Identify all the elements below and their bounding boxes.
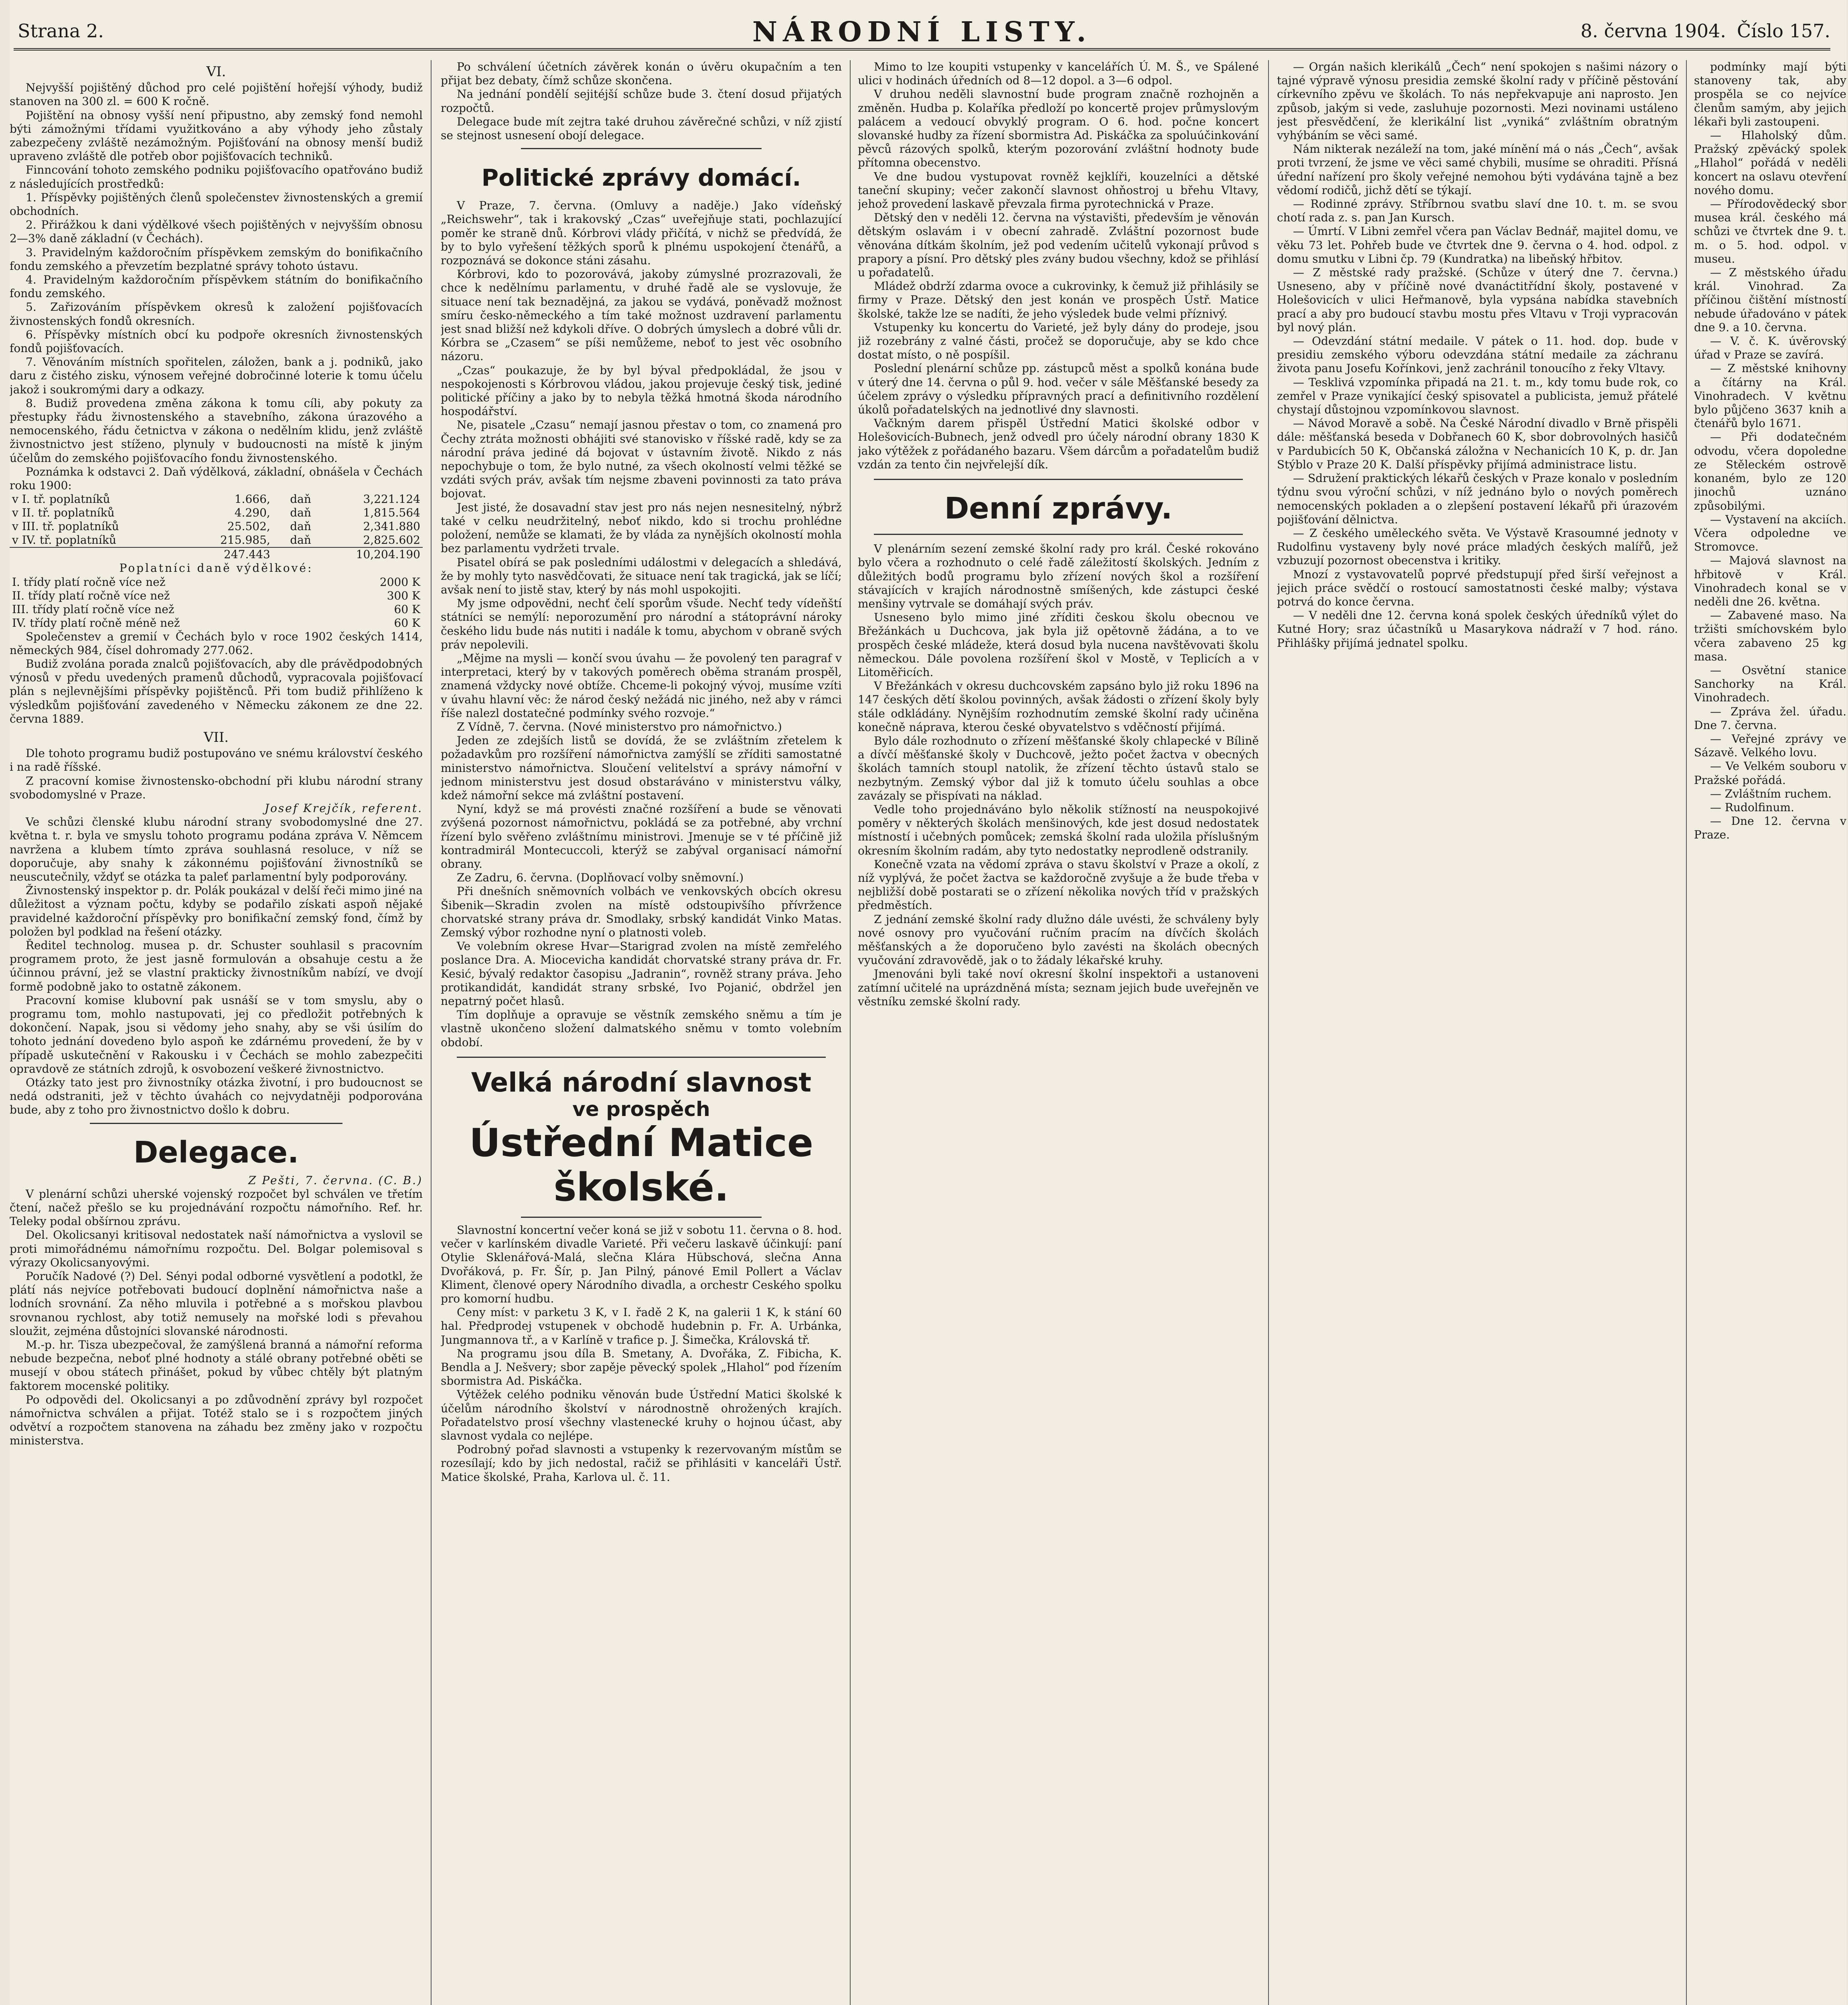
- section-vii-heading: VII.: [203, 729, 229, 745]
- festival-title: [441, 1067, 842, 1209]
- paragraph: Budiž zvolána porada znalců pojišťovacích, aby dle právědpodobných výnosů v předu uvedených pramenů důchodů, vypracovala pojišťovací plán s nejlevnějšími příspěvky pojištěnců. Při tom budiž přihlíženo k výsledkům pojišťování zavedeného v Německu zákonem ze dne 22. června 1889.: [10, 657, 423, 725]
- paragraph: „Mějme na mysli — končí svou úvahu — že povolený ten paragraf v interpretaci, který by v takových poměrech oběma stranám prospěl, znamená vždycky nové obtíže. Chceme-li pokojný vývoj, musíme vzíti v úvahu hlavní věc: že národ český nežádá nic jiného, než aby v rámci říše nalezl dostatečné podmínky svého rozvoje.“: [441, 651, 842, 720]
- paragraph: Poznámka k odstavci 2. Daň výdělková, základní, obnášela v Čechách roku 1900:: [10, 465, 423, 492]
- paragraph: Konečně vzata na vědomí zpráva o stavu školství v Praze a okolí, z níž vyplývá, že počet žactva se každoročně zvyšuje a že bude třeba v nejbližší době postarati se o zřízení několika nových tříd v pražských předměstích.: [858, 857, 1259, 912]
- paragraph: — Veřejné zprávy ve Sázavě. Velkého lovu.: [1694, 732, 1846, 759]
- paragraph: — Tesklivá vzpomínka připadá na 21. t. m., kdy tomu bude rok, co zemřel v Praze vynikající český spisovatel a publicista, jemuž přátelé chystají důstojnou vzpomínkovou slavnost.: [1277, 375, 1678, 417]
- paragraph: V plenárním sezení zemské školní rady pro král. České rokováno bylo včera a rozhodnuto o celé řadě záležitostí školských. Jedním z důležitých bodů programu bylo zřízení nových škol a rozšíření stávajících v krajích národnostně smíšených, kde zástupci české menšiny vytrvale se domáhají svých práv.: [858, 542, 1259, 610]
- table-cell: v III. tř. poplatníků: [12, 520, 119, 533]
- paragraph: — V. č. K. úvěrovský úřad v Praze se zavírá.: [1694, 334, 1846, 362]
- paragraph: Nyní, když se má provésti značné rozšíření a bude se věnovati zvýšená pozornost námořnictvu, pokládá se za potřebné, aby vrchní řízení bylo svěřeno zvláštnímu ministrovi. Jmenuje se v té příčině již kontradmirál Montecuccoli, kterýž se zabýval organisací námořní obrany.: [441, 802, 842, 871]
- table-cell: 2000 K: [379, 575, 420, 589]
- paragraph: Při dnešních sněmovních volbách ve venkovských obcích okresu Šibenik—Skradin zvolen na místě odstoupivšího přívržence chorvatské strany práva dr. Smodlaky, srbský kandidát Vinko Matas. Zemský výbor rozhodne nyní o platnosti voleb.: [441, 885, 842, 939]
- paragraph: M.-p. hr. Tisza ubezpečoval, že zamýšlená branná a námořní reforma nebude bezpečna, neboť plné hodnoty a stálé obrany potřebné oběti se musejí v obou státech přinášet, pokud by vůbec chtěly být platným faktorem mocenské politiky.: [10, 1338, 423, 1393]
- paragraph: Poslední plenární schůze pp. zástupců měst a spolků konána bude v úterý dne 14. června o půl 9. hod. večer v sále Měšťanské besedy za účelem zprávy o výsledku přípravných prací a definitivního rozdělení úkolů pořadatelských na jednotlivé dny slavnosti.: [858, 362, 1259, 417]
- paragraph: Delegace bude mít zejtra také druhou závěrečné schůzi, v níž zjistí se stejnost usnesení obojí delegace.: [441, 115, 842, 142]
- paragraph: — Orgán našich klerikálů „Čech“ není spokojen s našimi názory o tajné výpravě výnosu presidia zemské školní rady v příčině pěstování církevního zpěvu ve školách. To nás nepřekvapuje ani naprosto. Jen způsob, jakým si vede, zasluhuje pozornosti. Mezi novinami ustáleno jest přesvědčení, že klerikální list „vyniká“ zvláštním obratným vyhýbáním se věci samé.: [1277, 60, 1678, 142]
- table-cell: 4.290,: [234, 506, 270, 520]
- table-row: [10, 603, 423, 616]
- divider: [521, 148, 762, 149]
- paragraph: Dětský den v neděli 12. června na výstavišti, především je věnován dětským oslavám i v obecní zahradě. Zvláštní pozornost bude věnována dítkám školním, jež pod vedením učitelů vykonají průvod s prapory a písní. Pro dětský ples zvány budou všechny, kdož se přihlásí u pořadatelů.: [858, 211, 1259, 279]
- paragraph: Pisatel obírá se pak posledními událostmi v delegacích a shledává, že by mohly tyto nasvědčovati, že situace není tak tragická, jak se líčí; avšak není to jistě stav, který by nás mohl uspokojiti.: [441, 555, 842, 596]
- paragraph: Ceny míst: v parketu 3 K, v I. řadě 2 K, na galerii 1 K, k stání 60 hal. Předprodej vstupenek v obchodě hudebnin p. Fr. A. Urbánka, Jungmannova tř., a v Karlíně v trafice p. J. Šimečka, Královská tř.: [441, 1306, 842, 1347]
- paragraph: Jest jisté, že dosavadní stav jest pro nás nejen nesnesitelný, nýbrž také v celku neudržitelný, neboť nikdo, kdo si trochu prohlédne položení, nemůže se klamati, že by vláda za nynějších okolností mohla bez parlamentu vydržeti trvale.: [441, 500, 842, 555]
- paragraph: Vstupenky ku koncertu do Varieté, jež byly dány do prodeje, jsou již rozebrány z valné části, pročež se doporučuje, aby se kdo chce dostat místo, o ně pospíšil.: [858, 320, 1259, 362]
- festival-title-line-1: Velká národní slavnost: [471, 1067, 812, 1098]
- table-cell: daň: [290, 520, 311, 533]
- table-total-row: [10, 547, 423, 561]
- paragraph: Pracovní komise klubovní pak usnáší se v tom smyslu, aby o programu tom, mohlo nastupovati, jej co předložit potřebných k dokončení. Napak, jsou si vědomy jeho snahy, aby se vši úsilím do tohoto jednání dovedeno bylo aspoň ke zdárnému provedení, že by v případě uskutečnění v Rakousku i v Čechách se mohlo zabezpečiti opravdově ze státních zdrojů, k osvobození veškeré živnostnictvo.: [10, 993, 423, 1075]
- paragraph: V Praze, 7. června. (Omluvy a naděje.) Jako vídeňský „Reichswehr“, tak i krakovský „Czas“ uveřejňuje stati, pochlazující poměr ke straně dnů. Kórbrovi vlády přičítá, v nichž se předvídá, že by to bylo vyřešení těžkých sporů k plnému uspokojení čtenářů, a rozpoznává se dokonce stáni zásahu.: [441, 199, 842, 267]
- table-row: [10, 616, 423, 630]
- paragraph: — Z městské rady pražské. (Schůze v úterý dne 7. června.) Usneseno, aby v příčině nové dvanáctitřídní školy, postavené v Holešovicích v ulici Heřmanově, byla vypsána nabídka stavebních prací a aby pro budoucí stavbu mostu přes Vltavu v Troji vypracován byl nový plán.: [1277, 266, 1678, 334]
- paragraph: Ne, pisatele „Czasu“ nemají jasnou přestav o tom, co znamená pro Čechy ztráta možnosti obhájiti své stanovisko v říšské radě, kdy se za národní práva jediné dá bojovat v ústavním životě. Nikdo z nás nepochybuje o tom, že bylo nutné, za všech okolností velmi těžké se vzdáti svých práv, avšak tím nejsme zbaveni povinnosti za tato práva bojovat.: [441, 418, 842, 500]
- paragraph: Nám nikterak nezáleží na tom, jaké mínění má o nás „Čech“, avšak proti tvrzení, že jsme ve věci samé chybili, musíme se ohraditi. Přísná úřední nařízení pro školy veřejné nemohou býti vydávána tajně a bez vědomí rodičů, jichž dětí se týkají.: [1277, 142, 1678, 197]
- column-rule: [850, 60, 851, 2005]
- paragraph: podmínky mají býti stanoveny tak, aby prospěla se co nejvíce členům samým, aby jejich lékaři byli zastoupeni.: [1694, 60, 1846, 128]
- paragraph: Usneseno bylo mimo jiné zříditi českou školu obecnou ve Břežánkách u Duchcova, jak byla již opětovně žádána, a to ve prospěch české mládeže, která dosud byla nucena navštěvovati školu německou. Dále povolena rozšíření škol v Mostě, v Teplicích a v Litoměřicích.: [858, 611, 1259, 679]
- list-item: 5. Zařizováním příspěvkem okresů k založení pojišťovacích živnostenských fondů okresních.: [10, 300, 423, 328]
- paragraph: Ve schůzi členské klubu národní strany svobodomyslné dne 27. května t. r. byla ve smyslu tohoto programu podána zpráva V. Němcem navržena a klubem tímto zpráva souhlasná resoluce, v níž se doporučuje, aby snahy k zákonnému pojišťování živnostníků se neuscutečnily, vždyť se otázka ta paleť parlamentní byly podporovány.: [10, 815, 423, 883]
- table-cell: II. třídy platí ročně více než: [12, 589, 170, 602]
- table-cell: III. třídy platí ročně více než: [12, 602, 174, 616]
- paragraph: Mnozí z vystavovatelů poprvé předstupují před širší veřejnost a jejich práce svědčí o rostoucí samostatnosti české malby; výstava potrvá do konce června.: [1277, 567, 1678, 608]
- table-cell: [273, 547, 314, 561]
- table-cell: 3,221.124: [363, 492, 420, 506]
- paragraph: — Úmrtí. V Libni zemřel včera pan Václav Bednář, majitel domu, ve věku 73 let. Pohřeb bude ve čtvrtek dne 9. června o 4. hod. odpol. z domu smutku v Libni čp. 79 (Kundratka) na libeňský hřbitov.: [1277, 225, 1678, 265]
- paragraph: Bylo dále rozhodnuto o zřízení měšťanské školy chlapecké v Bílině a dívčí měšťanské školy v Duchcově, ježto počet žactva v obecných školách tamních stoupl natolik, že zřízení těchto ústavů stalo se nezbytným. Zemský výbor dal již k tomuto účelu souhlas a obce zavázaly se přispívati na náklad.: [858, 734, 1259, 802]
- newspaper-title: NÁRODNÍ LISTY.: [752, 16, 1092, 48]
- table-cell: 25.502,: [227, 520, 270, 533]
- page-label: Strana 2.: [18, 20, 104, 42]
- dateline: Ze Zadru, 6. června. (Doplňovací volby sněmovní.): [457, 871, 744, 885]
- paragraph: My jsme odpovědni, nechť čelí sporům všude. Nechť tedy vídeňští státníci se nemýlí: neporozumění pro národní a státoprávní nároky českého lidu bude nás nutiti i nadále k tomu, abychom v obraně svých práv nepolevili.: [441, 597, 842, 651]
- table-cell: 60 K: [394, 616, 420, 630]
- festival-title-line-3: Ústřední Matice školské.: [469, 1120, 813, 1210]
- table-cell: v IV. tř. poplatníků: [12, 533, 116, 547]
- section-vi-heading: VI.: [206, 64, 226, 80]
- divider: [874, 479, 1243, 480]
- festival-title-line-2: ve prospěch: [572, 1097, 710, 1121]
- politics-heading: Politické zprávy domácí.: [481, 164, 801, 192]
- paragraph: Del. Okolicsanyi kritisoval nedostatek naší námořnictva a vyslovil se proti mimořádnému námořnímu rozpočtu. Del. Bolgar polemisoval s výrazy Okolicsanyovými.: [10, 1228, 423, 1269]
- paragraph: „Czas“ poukazuje, že by byl býval předpokládal, že jsou v nespokojenosti s Kórbrovou vládou, jakou projevuje český tisk, jediné politické příčiny a jako by to nebyla těžká hmotná škoda národního hospodářství.: [441, 363, 842, 418]
- table-cell: daň: [290, 506, 311, 520]
- table-cell: 60 K: [394, 602, 420, 616]
- paragraph: Slavnostní koncertní večer koná se již v sobotu 11. června o 8. hod. večer v karlínském divadle Varieté. Při večeru laskavě účinkují: paní Otylie Sklenářová-Malá, slečna Klára Hübschová, slečna Anna Dvořáková, p. Fr. Šír, p. Jan Pilný, pánové Emil Pollert a Václav Kliment, členové opery Národního divadla, a orchestr Ceského spolku pro komorní hudbu.: [441, 1223, 842, 1305]
- column-rule: [1686, 60, 1687, 2005]
- column-5: [1694, 60, 1846, 2005]
- paragraph: Jmenováni byli také noví okresní školní inspektoři a ustanoveni zatímní učitelé na uprázdněná místa; seznam jejich bude uveřejněn ve věstníku zemské školní rady.: [858, 967, 1259, 1008]
- paragraph: Kórbrovi, kdo to pozorovává, jakoby zúmyslné prozrazovali, že chce k nedělnímu parlamentu, v druhé řadě ale se vyslovuje, že situace není tak beznadějná, za jakou se vydává, poněvadž možnost smíru česko-německého a tím také možnost uzdravení parlamentu jest snad bližší než kdykoli dříve. O dobrých úmyslech a dobré vůli dr. Kórbra se „Czasem“ se píši nemůžeme, neboť to jest věc osobního názoru.: [441, 267, 842, 363]
- paragraph: Po schválení účetních závěrek konán o úvěru okupačním a ten přijat bez debaty, čímž schůze skončena.: [441, 60, 842, 87]
- paragraph: V Břežánkách v okresu duchcovském zapsáno bylo již roku 1896 na 147 českých dětí školou povinných, avšak žádosti o zřízení školy byly stále odkládány. Nynějším rozhodnutím zemské školní rady učiněna konečně náprava, kterou české obyvatelstvo s vděčností přijímá.: [858, 679, 1259, 734]
- column-4: [1277, 60, 1678, 2005]
- divider: [521, 1217, 762, 1218]
- dateline: Z Vídně, 7. června. (Nové ministerstvo pro námořnictvo.): [457, 720, 782, 733]
- paragraph: Mládež obdrží zdarma ovoce a cukrovinky, k čemuž již přihlásily se firmy v Praze. Dětský den jest konán ve prospěch Ústř. Matice školské, takže lze se nadíti, že jeho výsledek bude velmi příznivý.: [858, 279, 1259, 320]
- divider: [90, 1123, 342, 1124]
- list-item: 2. Přirážkou k dani výdělkové všech pojištěných v nejvyšším obnosu 2—3% daně základní (v Čechách).: [10, 218, 423, 245]
- table-cell: v II. tř. poplatníků: [12, 506, 115, 520]
- masthead: [14, 16, 1830, 51]
- paragraph: — Zpráva žel. úřadu. Dne 7. června.: [1694, 705, 1846, 732]
- paragraph: Otázky tato jest pro živnostníky otázka životní, i pro budoucnost se nedá odstraniti, jež v těchto úvahách co nejvydatněji podporována bude, aby z toho pro živnostnictvo došlo k dobru.: [10, 1076, 423, 1117]
- divider: [457, 1057, 826, 1058]
- list-item: 8. Budiž provedena změna zákona k tomu cíli, aby pokuty za přestupky řádu živnostenského a stavebního, zákona úrazového a nemocenského, řádu četnictva v zákona o nedělním klidu, jenž zvláště živnostnictvo jest stíženo, plynuly v budoucnosti na místě k jiným účelům do zemského pojišťovacího fondu živnostenského.: [10, 396, 423, 465]
- paragraph: Společenstev a gremií v Čechách bylo v roce 1902 českých 1414, německých 984, čísel dohromady 277.062.: [10, 630, 423, 657]
- paragraph: — Rodinné zprávy. Stříbrnou svatbu slaví dne 10. t. m. se svou chotí rada z. s. pan Jan Kursch.: [1277, 197, 1678, 225]
- table-row: [10, 520, 423, 533]
- paragraph: — Návod Moravě a sobě. Na České Národní divadlo v Brně přispěli dále: měšťanská beseda v Dobřanech 60 K, sbor dobrovolných hasičů v Pardubicích 50 K, Občanská záložna v Nechanicích 10 K, p. dr. Jan Stýblo v Praze 20 K. Další příspěvky přijímá administrace listu.: [1277, 417, 1678, 471]
- daily-news-heading: Denní zprávy.: [944, 491, 1173, 526]
- list-item: 6. Příspěvky místních obcí ku podpoře okresních živnostenských fondů pojišťovacích.: [10, 328, 423, 355]
- paragraph: — Při dodatečném odvodu, včera dopoledne ze Stěleckém ostrově konaném, bylo ze 120 jinochů uznáno způsobilými.: [1694, 430, 1846, 512]
- table-cell: [10, 547, 186, 561]
- table-cell: 1,815.564: [363, 506, 420, 520]
- paragraph: Z pracovní komise živnostensko-obchodní při klubu národní strany svobodomyslné v Praze.: [10, 774, 423, 801]
- table-cell: 215.985,: [220, 533, 270, 547]
- paragraph: — Přírodovědecký sbor musea král. českého má schůzi ve čtvrtek dne 9. t. m. o 5. hod. odpol. v museu.: [1694, 197, 1846, 265]
- list-item: 3. Pravidelným každoročním příspěvkem zemským do bonifikačního fondu zemského a převzetím bezplatné správy tohoto ústavu.: [10, 245, 423, 273]
- rates-title: Poplatníci daně výdělkové:: [119, 561, 313, 575]
- table-cell: 1.666,: [234, 492, 270, 506]
- paragraph: Poručík Nadové (?) Del. Sényi podal odborné vysvětlení a podotkl, že plátí nás nejvíce potřebovati budoucí doplnění námořnictva naše a lodních srovnání. Za něho mluvila i potřebné a s mořskou plavbou srovnanou rychlost, aby totiž nemusely na mořské lodi s převahou sloužit, zejména důstojníci slovanské národnosti.: [10, 1270, 423, 1338]
- table-cell: 247.443: [186, 547, 273, 561]
- table-cell: IV. třídy platí ročně méně než: [12, 616, 180, 630]
- table-cell: 2,825.602: [363, 533, 420, 547]
- table-row: [10, 492, 423, 506]
- table-cell: daň: [290, 533, 311, 547]
- table-row: [10, 589, 423, 603]
- paragraph: — Zabavené maso. Na tržišti smíchovském bylo včera zabaveno 25 kg masa.: [1694, 609, 1846, 663]
- table-cell: v I. tř. poplatníků: [12, 492, 110, 506]
- paragraph: — Sdružení praktických lékařů českých v Praze konalo v posledním týdnu svou výroční schůzi, v níž jednáno bylo o nových poměrech nemocenských pokladen a o zlepšení postavení lékařů při úrazovém pojišťování dělnictva.: [1277, 472, 1678, 526]
- paragraph: — Z městské knihovny a čítárny na Král. Vinohradech. V květnu bylo půjčeno 3637 knih a čtenářů bylo 1671.: [1694, 362, 1846, 430]
- paragraph: Tím doplňuje a opravuje se věstník zemského sněmu a tím je vlastně ukončeno složení dalmatského sněmu v tomto volebním období.: [441, 1008, 842, 1049]
- table-cell: 300 K: [387, 589, 420, 602]
- paragraph: Ve volebním okrese Hvar—Starigrad zvolen na místě zemřelého poslance Dra. A. Miocevicha kandidát chorvatské strany práva dr. Fr. Kesić, bývalý redaktor časopisu „Jadranin“, rovněž strany práva. Jeho protikandidát, kandidát strany srbské, Ivo Pojanić, obdržel jen nepatrný počet hlasů.: [441, 940, 842, 1008]
- rates-table: [10, 575, 423, 630]
- column-rule: [1268, 60, 1269, 2005]
- paragraph: Vačkným darem přispěl Ústřední Matici školské odbor v Holešovicích-Bubnech, jenž odvedl pro účely národní obrany 1830 K jako výtěžek z pořádaného bazaru. Všem dárcům a pořadatelům budiž vzdán za tento čin nejvřelejší dík.: [858, 417, 1259, 471]
- paragraph: Po odpovědi del. Okolicsanyi a po zdůvodnění zprávy byl rozpočet námořnictva schválen a přijat. Totéž stalo se i s rozpočtem jiných odvětví a rozpočtem stanovena na záhadu bez změny jako v rozpočtu ministerstva.: [10, 1393, 423, 1448]
- list-item: 7. Věnováním místních spořitelen, záložen, bank a j. podniků, jako daru z čistého zisku, výnosem veřejné dobročinné loterie k tomu účelu jakož i soukromými dary a odkazy.: [10, 355, 423, 396]
- paragraph: Nejvyšší pojištěný důchod pro celé pojištění hořejší výhody, budiž stanoven na 300 zl. = 600 K ročně.: [10, 81, 423, 108]
- divider: [874, 534, 1243, 535]
- column-3: [858, 60, 1259, 2005]
- paragraph: — Dne 12. června v Praze.: [1694, 814, 1846, 842]
- paragraph: V druhou neděli slavnostní bude program značně rozhojněn a změněn. Hudba p. Kolaříka předloží po koncertě projev průmyslovým palácem a vedoucí obvyklý program. O 6. hod. počne koncert slovanské hudby za řízení sbormistra Ad. Piskáčka za spoluúčinkování pěvců rázových spolků, kterým pozorování zvláštní hodnoty bude přítomna obecenstvo.: [858, 87, 1259, 170]
- paragraph: — Z městského úřadu král. Vinohrad. Za příčinou čištění místností nebude úřadováno v pátek dne 9. a 10. června.: [1694, 266, 1846, 334]
- paragraph: Pojištění na obnosy vyšší není připustno, aby zemský fond nemohl býti zámožnými třídami využitkováno a aby výhody jeho zůstaly zabezpečeny zvláště nezámožným. Pojišťování na obnosy menší budiž upraveno zvláště dle potřeb obor pojišťovacích techniků.: [10, 108, 423, 163]
- paragraph: — V neděli dne 12. června koná spolek českých úředníků výlet do Kutné Hory; sraz účastníků u Masarykova nádraží v 7 hod. ráno. Přihlášky přijímá jednatel spolku.: [1277, 609, 1678, 650]
- column-rule: [431, 60, 432, 2005]
- delegace-heading: Delegace.: [133, 1135, 299, 1170]
- paragraph: Výtěžek celého podniku věnován bude Ústřední Matici školské k účelům národního školství v národnostně ohrožených krajích. Pořadatelstvo prosí všechny vlastenecké kruhy o hojnou účast, aby slavnost vydala co nejlépe.: [441, 1388, 842, 1443]
- paragraph: Dle tohoto programu budiž postupováno ve snému království českého i na radě říšské.: [10, 747, 423, 774]
- table-cell: 10,204.190: [314, 547, 423, 561]
- issue-date: 8. června 1904.: [1581, 20, 1726, 42]
- paragraph: Finncování tohoto zemského podniku pojišťovacího opatřováno budiž z následujících prostředků:: [10, 163, 423, 190]
- table-row: [10, 575, 423, 589]
- dateline: Z Pešti, 7. června. (C. B.): [248, 1173, 423, 1187]
- issue-number: Číslo 157.: [1737, 20, 1830, 42]
- paragraph: — Odevzdání státní medaile. V pátek o 11. hod. dop. bude v presidiu zemského výboru odevzdána státní medaile za záchranu života panu Josefu Kořínkovi, jenž zachránil tonoucího z řeky Vltavy.: [1277, 334, 1678, 375]
- paragraph: Z jednání zemské školní rady dlužno dále uvésti, že schváleny byly nové osnovy pro vyučování ručním pracím na dívčích školách měšťanských a že doporučeno bylo zavésti na školách obecných vyučování zdravovědě, jak o to žádaly lékařské kruhy.: [858, 912, 1259, 967]
- paragraph: — Majová slavnost na hřbitově v Král. Vinohradech konal se v neděli dne 26. května.: [1694, 554, 1846, 608]
- paragraph: Jeden ze zdejších listů se dovídá, že se zvláštním zřetelem k požadavkům pro rozšíření námořnictva zamýšlí se zříditi samostatné ministerstvo námořnictva. Sloučení velitelství a správy námořní v jednom ministerstvu jest dosud obstaráváno v ministerstvu války, kdež námořní sekce má zvláštní postavení.: [441, 734, 842, 802]
- paragraph: — Z českého uměleckého světa. Ve Výstavě Krasoumné jednoty v Rudolfinu vystaveny byly nové práce mladých českých malířů, jež vzbuzují pozornost obecenstva i kritiky.: [1277, 526, 1678, 567]
- paragraph: — Osvětní stanice Sanchorky na Král. Vinohradech.: [1694, 663, 1846, 705]
- newspaper-page: [10, 0, 1846, 2005]
- paragraph: Ředitel technolog. musea p. dr. Schuster souhlasil s pracovním programem proto, že jest jasně formulován a obsahuje cestu a že účinnou právní, jež se vlastní prakticky živnostníkům nabízí, ve dvojí formě podobně jako to ostatně zákonem.: [10, 938, 423, 993]
- paragraph: Podrobný pořad slavnosti a vstupenky k rezervovaným místům se rozesílají; kdo by jich nedostal, račiž se přihlásiti v kanceláři Ústř. Matice školské, Praha, Karlova ul. č. 11.: [441, 1443, 842, 1484]
- paragraph: Živnostenský inspektor p. dr. Polák poukázal v delší řeči mimo jiné na důležitost a význam počtu, kdyby se podařilo získati aspoň nějaké pravidelné každoroční příspěvky pro bonifikační zemský fond, čímž by položen byl podklad na řešení otázky.: [10, 884, 423, 938]
- column-2: [441, 60, 842, 2005]
- list-item: 1. Příspěvky pojištěných členů společenstev živnostenských a gremií obchodních.: [10, 190, 423, 218]
- paragraph: Na jednání pondělí sejitéjší schůze bude 3. čtení dosud přijatých rozpočtů.: [441, 87, 842, 115]
- signature: Josef Krejčík, referent.: [264, 801, 423, 815]
- table-row: [10, 533, 423, 547]
- tax-table: [10, 492, 423, 561]
- paragraph: Mimo to lze koupiti vstupenky v kancelářích Ú. M. Š., ve Spálené ulici v hodinách úředních od 8—12 dopol. a 3—6 odpol.: [858, 60, 1259, 87]
- paragraph: — Rudolfinum.: [1710, 800, 1794, 814]
- table-cell: daň: [290, 492, 311, 506]
- paragraph: Vedle toho projednáváno bylo několik stížností na neuspokojivé poměry v některých školách menšinových, kde jest dosud nedostatek místností i učebných pomůcek; zemská školní rada uložila příslušným okresním školním radám, aby tyto nedostatky neprodleně odstranily.: [858, 802, 1259, 857]
- paragraph: Na programu jsou díla B. Smetany, A. Dvořáka, Z. Fibicha, K. Bendla a J. Nešvery; sbor zapěje pěvecký spolek „Hlahol“ pod řízením sbormistra Ad. Piskáčka.: [441, 1347, 842, 1388]
- paragraph: — Ve Velkém souboru v Pražské pořádá.: [1694, 759, 1846, 787]
- paragraph: Ve dne budou vystupovat rovněž kejklíři, kouzelníci a dětské taneční skupiny; večer zakončí slavnost ohňostroj u břehu Vltavy, jehož provedení laskavě převzala firma pyrotechnická v Praze.: [858, 170, 1259, 211]
- paragraph: — Zvláštním ruchem.: [1710, 787, 1832, 800]
- column-1: [10, 60, 423, 2005]
- table-cell: I. třídy platí ročně více než: [12, 575, 166, 589]
- paragraph: — Vystavení na akciích. Včera odpoledne ve Stromovce.: [1694, 512, 1846, 554]
- paragraph: — Hlaholský dům. Pražský zpěvácký spolek „Hlahol“ pořádá v neděli koncert na oslavu otevření nového domu.: [1694, 129, 1846, 197]
- table-row: [10, 506, 423, 520]
- paragraph: V plenární schůzi uherské vojenský rozpočet byl schválen ve třetím čtení, načež přešlo se ku projednávání rozpočtu námořního. Ref. hr. Teleky podal obšírnou zprávu.: [10, 1187, 423, 1228]
- list-item: 4. Pravidelným každoročním příspěvkem státním do bonifikačního fondu zemského.: [10, 273, 423, 300]
- table-cell: 2,341.880: [363, 520, 420, 533]
